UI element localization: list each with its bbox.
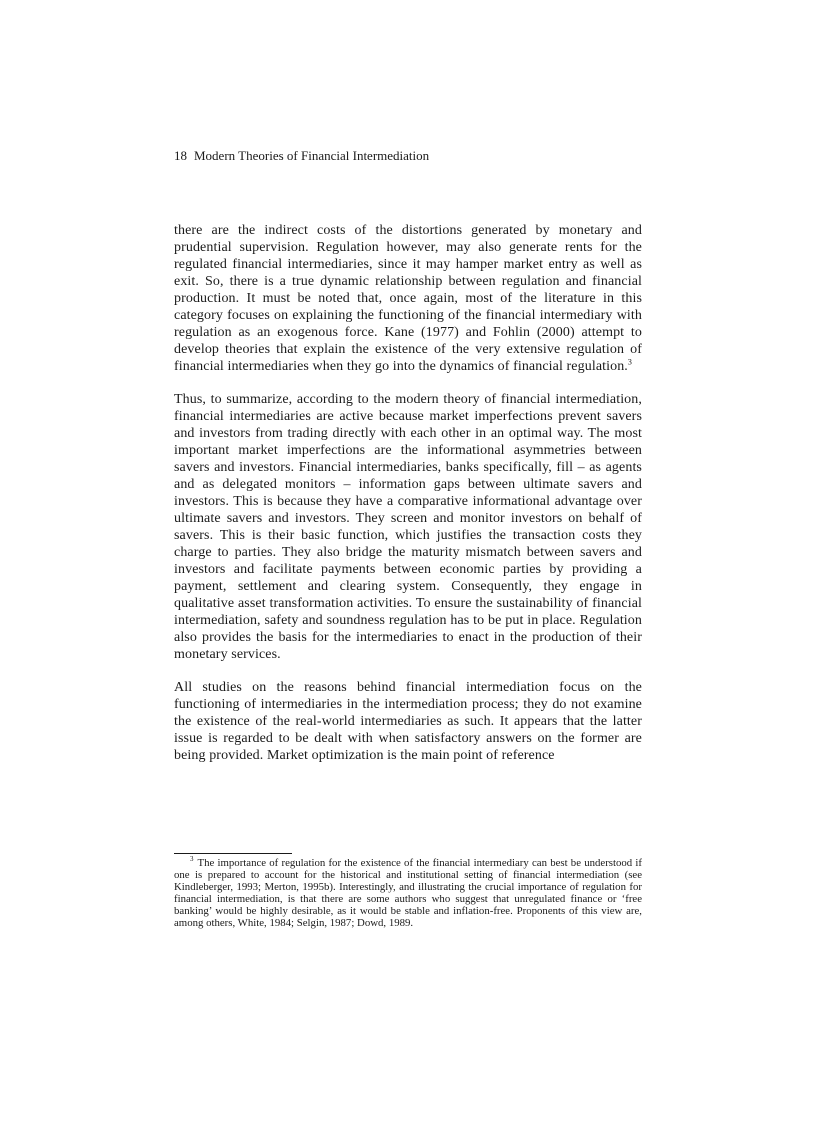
footnote-divider xyxy=(174,853,292,854)
paragraph-1-text: there are the indirect costs of the distortions generated by monetary and prudential supervision. Regulation however, may also generate rents for the regulated financial intermediaries, since it may hamper market entry as well as exit. So, there is a true dynamic relationship between regulation and financial production. It must be noted that, once again, most of the literature in this category focuses on explaining the functioning of the financial intermediary with regulation as an exogenous force. Kane (1977) and Fohlin (2000) attempt to develop theories that explain the existence of the very extensive regulation of financial intermediaries when they go into the dynamics of financial regulation. xyxy=(174,223,642,374)
footnote: 3 The importance of regulation for the existence of the financial intermediary can best be understood if one is prepared to account for the historical and institutional setting of financial intermediation (see Kindleberger, 1993; Merton, 1995b). Interestingly, and illustrating the crucial importance of regulation for financial intermediation, is that there are some authors who suggest that unregulated finance or ‘free banking’ would be highly desirable, as it would be stable and inflation-free. Proponents of this view are, among others, White, 1984; Selgin, 1987; Dowd, 1989. xyxy=(174,855,642,929)
footnote-text: The importance of regulation for the existence of the financial intermediary can best be understood if one is prepared to account for the historical and institutional setting of financial intermediation (see Kindleberger, 1993; Merton, 1995b). Interestingly, and illustrating the crucial importance of regulation for financial intermediation, is that there are some authors who suggest that unregulated finance or ‘free banking’ would be highly desirable, as it would be stable and inflation-free. Proponents of this view are, among others, White, 1984; Selgin, 1987; Dowd, 1989. xyxy=(174,857,642,929)
running-header xyxy=(174,148,429,164)
paragraph-3: All studies on the reasons behind financial intermediation focus on the functioning of intermediaries in the intermediation process; they do not examine the existence of the real-world intermediaries as such. It appears that the latter issue is regarded to be dealt with when satisfactory answers on the former are being provided. Market optimization is the main point of reference xyxy=(174,680,642,763)
footnote-reference[interactable]: 3 xyxy=(627,357,633,367)
paragraph-2: Thus, to summarize, according to the modern theory of financial intermediation, financial intermediaries are active because market imperfections prevent savers and investors from trading directly with each other in an optimal way. The most important market imperfections are the informational asymmetries between savers and investors. Financial intermediaries, banks specifically, fill – as agents and as delegated monitors – information gaps between ultimate savers and investors. This is because they have a comparative informational advantage over ultimate savers and investors. They screen and monitor investors on behalf of savers. This is their basic function, which justifies the transaction costs they charge to parties. They also bridge the maturity mismatch between savers and investors and facilitate payments between economic parties by providing a payment, settlement and clearing system. Consequently, they engage in qualitative asset transformation activities. To ensure the sustainability of financial intermediation, safety and soundness regulation has to be put in place. Regulation also provides the basis for the intermediaries to enact in the production of their monetary services. xyxy=(174,392,642,662)
body-text xyxy=(174,222,642,764)
running-title: Modern Theories of Financial Intermediation xyxy=(194,148,430,163)
paragraph-1 xyxy=(174,222,642,375)
page-number: 18 xyxy=(174,148,187,163)
